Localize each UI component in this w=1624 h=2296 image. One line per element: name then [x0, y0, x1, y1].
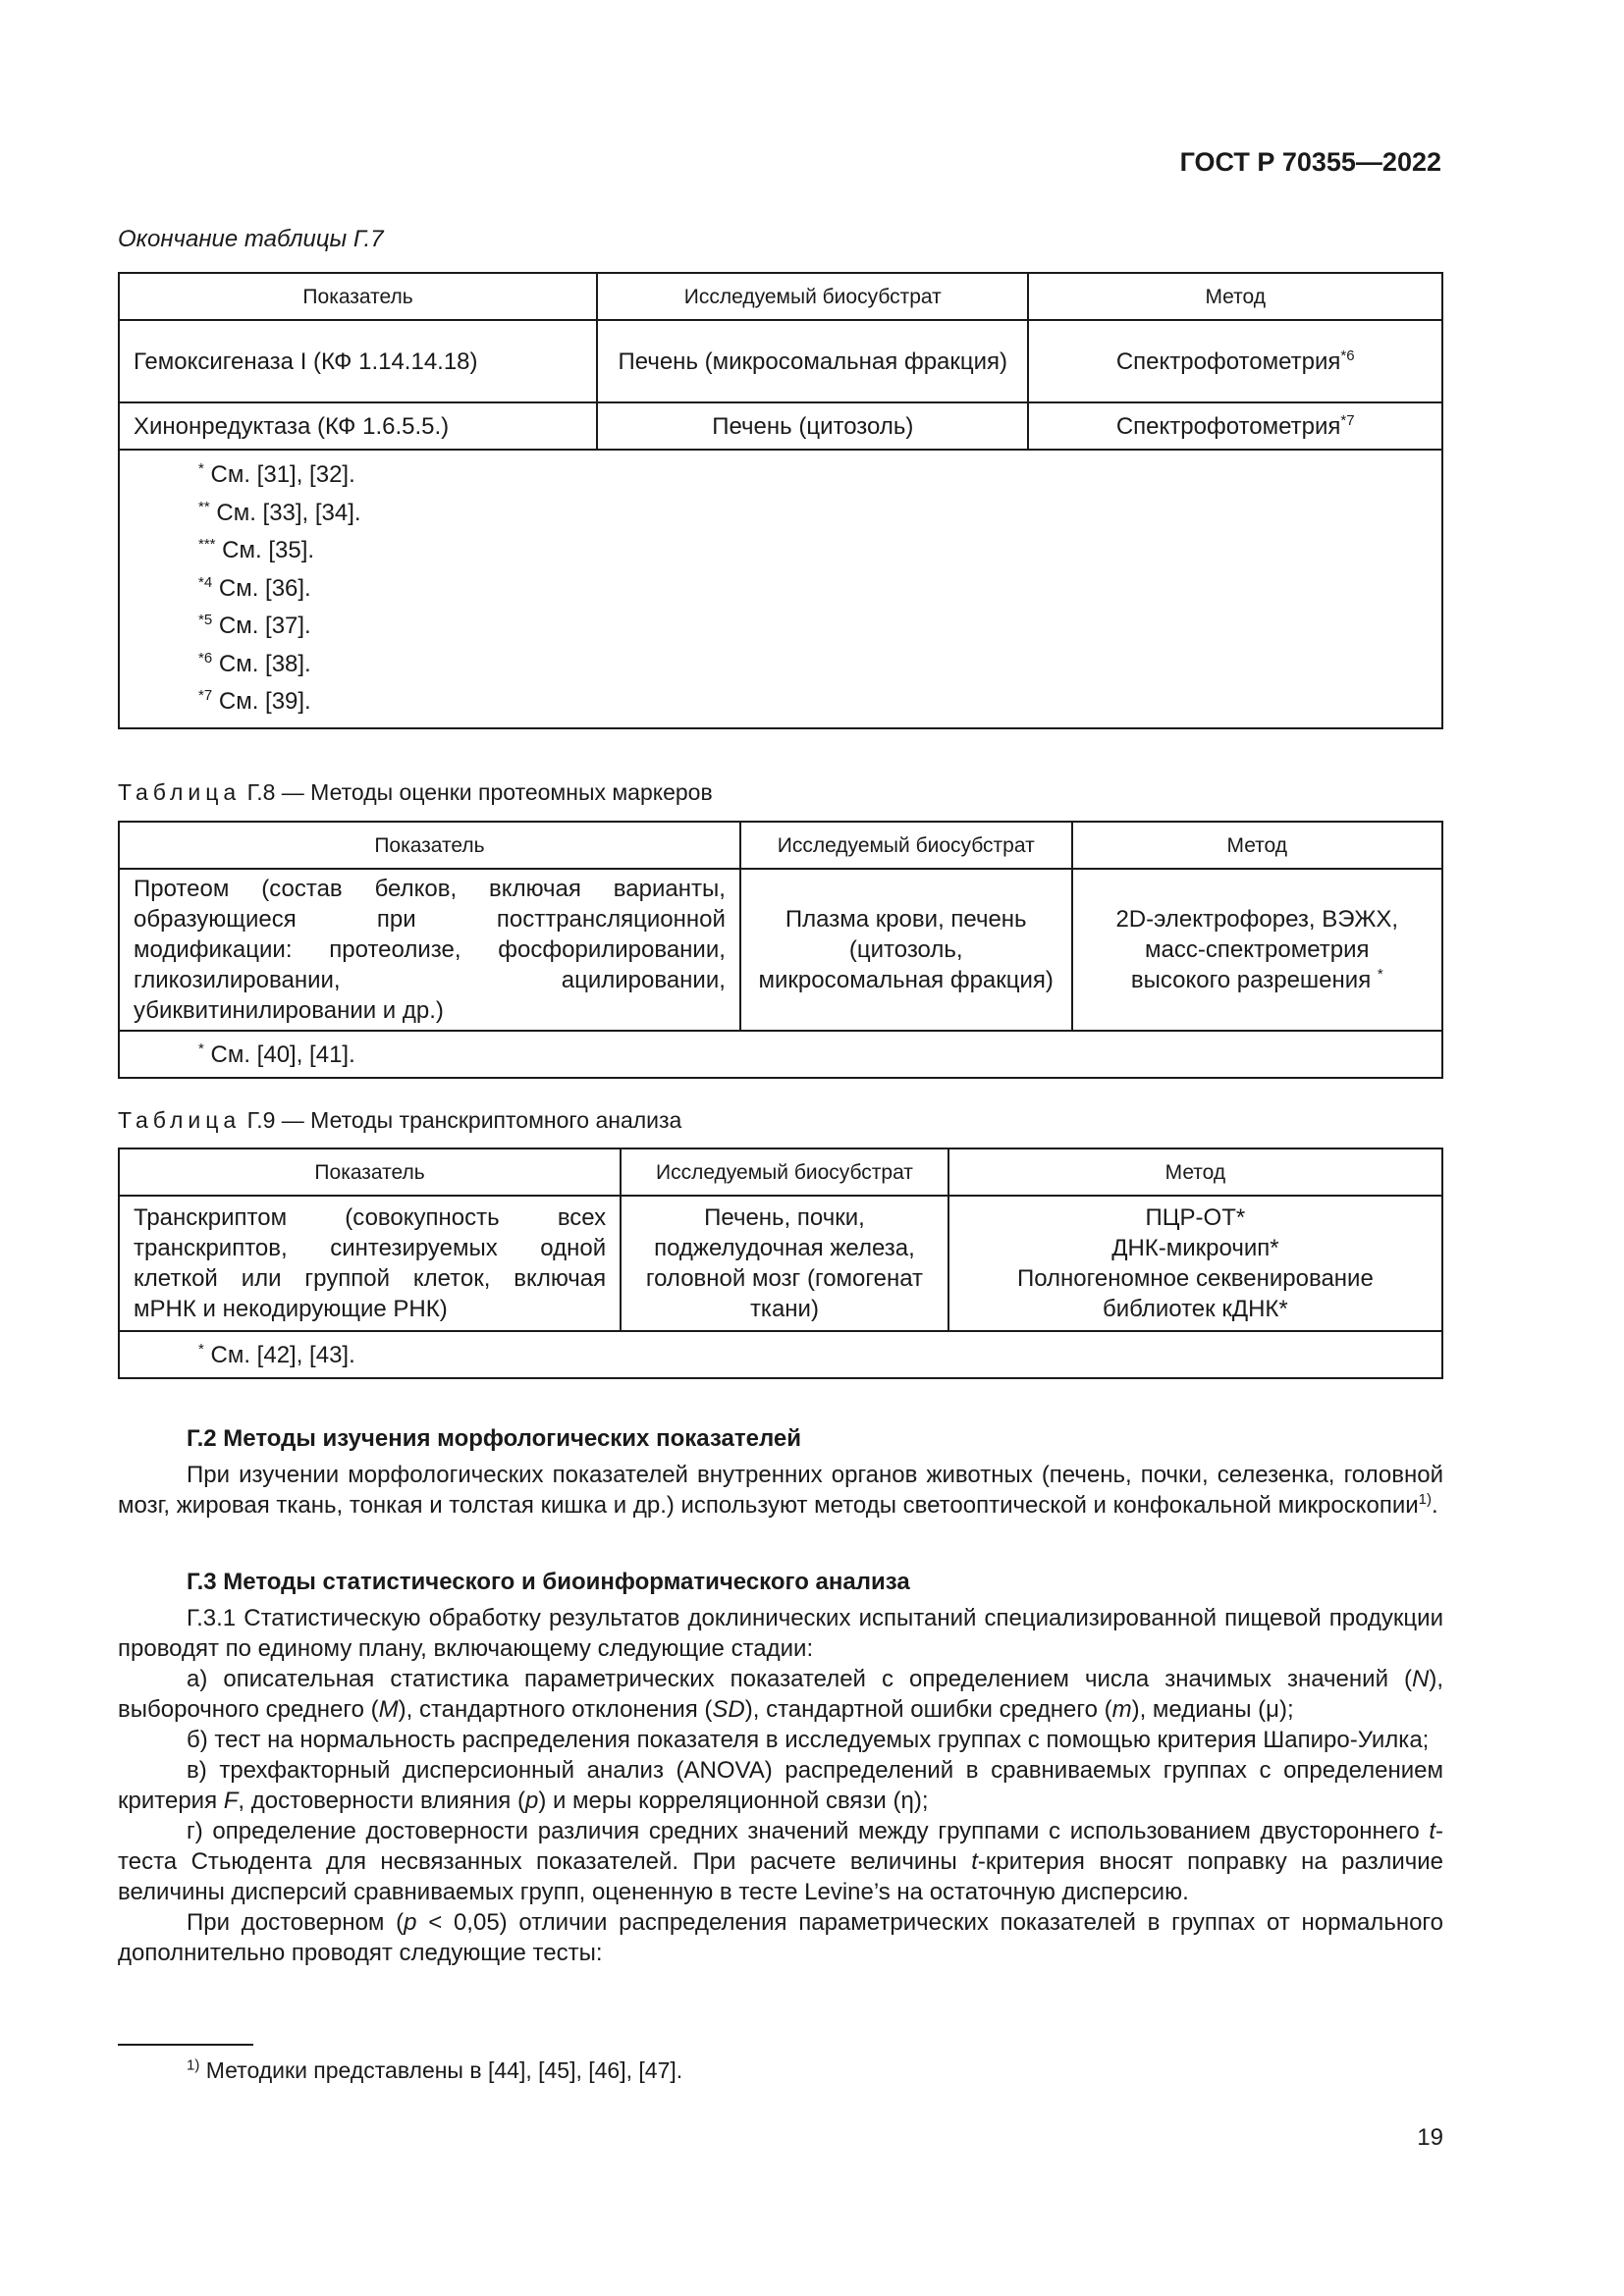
header-substrate: Исследуемый биосубстрат: [597, 273, 1028, 320]
paragraph: При достоверном (p < 0,05) отличии распределения параметрических показателей в группах от нормального дополнительно проводят следующие тесты:: [118, 1909, 1443, 1966]
table-row: [119, 320, 1442, 402]
cell-indicator: Гемоксигеназа I (КФ 1.14.14.18): [119, 320, 597, 402]
header-method: Метод: [948, 1148, 1442, 1196]
method-footnote-mark: *: [1377, 966, 1383, 983]
section-g3-body: [118, 1603, 1443, 1968]
table-g8: [118, 821, 1443, 1079]
cell-method: [1028, 402, 1442, 450]
footnote-item: $^{*5}$ См. [37].: [198, 612, 311, 639]
cell-method: ПЦР-ОТ* ДНК-микрочип* Полногеномное секвенирование библиотек кДНК*: [948, 1196, 1442, 1331]
footnote-ref: 1): [1418, 1491, 1432, 1508]
table-header-row: [119, 273, 1442, 320]
footnote-item: $^{*4}$ См. [36].: [198, 573, 311, 602]
paragraph: При изучении морфологических показателей внутренних органов животных (печень, почки, селезенка, головной мозг, жировая ткань, тонкая и толстая кишка и др.) используют методы светооптической и конфокальной микроскопии$^{1)}$.: [118, 1462, 1443, 1519]
footnote-item: *** См. [35].: [198, 536, 315, 563]
table-g9-caption: Таблица Г.9 — Методы транскриптомного анализа: [118, 1107, 682, 1133]
header-method: Метод: [1072, 822, 1442, 869]
table-g9: [118, 1148, 1443, 1379]
table-footnotes-row: [119, 450, 1442, 728]
footnotes-cell: [119, 1331, 1442, 1378]
cell-method: 2D-электрофорез, ВЭЖХ, масс-спектрометрия высокого разрешения *: [1072, 869, 1442, 1031]
section-g2-body: [118, 1460, 1443, 1521]
cell-method: [1028, 320, 1442, 402]
table-row: [119, 402, 1442, 450]
header-method: Метод: [1028, 273, 1442, 320]
table-row: [119, 869, 1442, 1031]
cell-substrate: Печень, почки, поджелудочная железа, головной мозг (гомогенат ткани): [621, 1196, 948, 1331]
table-footnotes-row: [119, 1331, 1442, 1378]
footnotes-cell: [119, 450, 1442, 728]
section-g3-heading: Г.3 Методы статистического и биоинформатического анализа: [187, 1569, 910, 1595]
header-substrate: Исследуемый биосубстрат: [740, 822, 1072, 869]
method-text: Спектрофотометрия: [1115, 412, 1341, 440]
footnote-item: $^{*7}$ См. [39].: [198, 687, 311, 715]
paragraph-item-d: г) определение достоверности различия средних значений между группами с использованием двустороннего t-теста Стьюдента для несвязанных показателей. При расчете величины t-критерия вносят поправку на различие величины дисперсий сравниваемых групп, оцененную в тесте Levine’s на остаточную дисперсию.: [118, 1818, 1443, 1905]
method-text: Спектрофотометрия: [1115, 347, 1341, 375]
paragraph-item-a: а) описательная статистика параметрических показателей с определением числа значимых значений (N), выборочного среднего (M), стандартного отклонения (SD), стандартной ошибки среднего (m), медианы (μ);: [118, 1666, 1443, 1723]
header-indicator: Показатель: [119, 1148, 621, 1196]
table-g7: [118, 272, 1443, 729]
footnote-separator: [118, 2044, 253, 2046]
table-header-row: [119, 822, 1442, 869]
header-indicator: Показатель: [119, 273, 597, 320]
page-number: 19: [1417, 2124, 1443, 2151]
document-code: ГОСТ Р 70355—2022: [1179, 147, 1441, 177]
cell-indicator: Хинонредуктаза (КФ 1.6.5.5.): [119, 402, 597, 450]
section-g2-heading: Г.2 Методы изучения морфологических показателей: [187, 1425, 801, 1452]
header-indicator: Показатель: [119, 822, 740, 869]
paragraph: Г.3.1 Статистическую обработку результатов доклинических испытаний специализированной пищевой продукции проводят по единому плану, включающему следующие стадии:: [118, 1605, 1443, 1662]
page-footnote: $^{1)}$ Методики представлены в [44], [45], [46], [47].: [187, 2056, 683, 2083]
paragraph-item-c: в) трехфакторный дисперсионный анализ (ANOVA) распределений в сравниваемых группах с определением критерия F, достоверности влияния (p) и меры корреляционной связи (η);: [118, 1757, 1443, 1814]
footnotes-cell: [119, 1031, 1442, 1078]
cell-substrate: Печень (микросомальная фракция): [597, 320, 1028, 402]
footnote-item: * См. [31], [32].: [198, 460, 355, 488]
table-row: [119, 1196, 1442, 1331]
table-g8-caption: Таблица Г.8 — Методы оценки протеомных маркеров: [118, 779, 713, 805]
table-header-row: [119, 1148, 1442, 1196]
table-footnotes-row: [119, 1031, 1442, 1078]
method-footnote-mark: *7: [1340, 411, 1355, 429]
cell-substrate: Печень (цитозоль): [597, 402, 1028, 450]
footnote-item: $^{*6}$ См. [38].: [198, 649, 311, 677]
footnote-item: * См. [42], [43].: [198, 1340, 355, 1368]
paragraph-item-b: б) тест на нормальность распределения показателя в исследуемых группах с помощью критерия Шапиро-Уилка;: [187, 1727, 1430, 1753]
table-g7-continuation-title: Окончание таблицы Г.7: [118, 226, 384, 252]
footnote-item: ** См. [33], [34].: [198, 498, 361, 526]
method-footnote-mark: *6: [1340, 347, 1355, 364]
cell-indicator: Транскриптом (совокупность всех транскриптов, синтезируемых одной клеткой или группой клеток, включая мРНК и некодирующие РНК): [119, 1196, 621, 1331]
footnote-item: * См. [40], [41].: [198, 1040, 355, 1068]
cell-substrate: Плазма крови, печень (цитозоль, микросомальная фракция): [740, 869, 1072, 1031]
cell-indicator: Протеом (состав белков, включая варианты, образующиеся при посттрансляционной модификации: протеолизе, фосфорилировании, гликозилировании, ацилировании, убиквитинилировании и др.): [119, 869, 740, 1031]
header-substrate: Исследуемый биосубстрат: [621, 1148, 948, 1196]
